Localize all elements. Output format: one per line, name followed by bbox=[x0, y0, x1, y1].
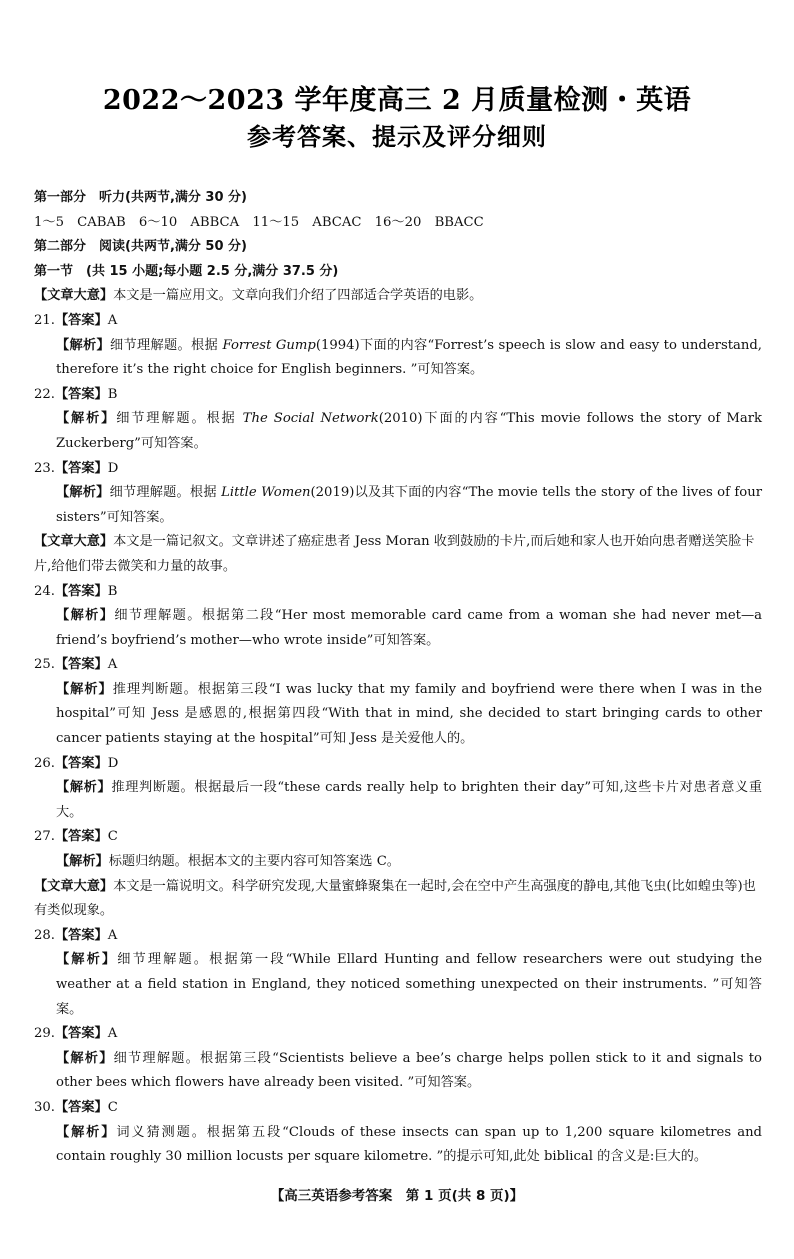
answer-value: A bbox=[107, 1026, 118, 1042]
answer-line bbox=[34, 383, 762, 408]
question-number: 26. bbox=[34, 755, 55, 771]
analysis-paragraph bbox=[34, 850, 762, 875]
answer-line bbox=[34, 1022, 762, 1047]
analysis-text: 细节理解题。根据 bbox=[110, 337, 223, 353]
answer-label: 【答案】 bbox=[54, 312, 108, 328]
analysis-paragraph bbox=[34, 678, 762, 752]
question-number: 24. bbox=[34, 583, 55, 599]
page-subtitle: 参考答案、提示及评分细则 bbox=[247, 122, 547, 151]
analysis-text: 推理判断题。根据第三段“I was lucky that my family and boyfriend were there when I was in the hospital”可知 Jess 是感恩的,根据第四段“With that in mind, she decided to start bringing cards to other cancer patients staying at the hospital”可知 Jess 是关爱他人的。 bbox=[56, 681, 763, 747]
question-number: 21. bbox=[34, 312, 55, 328]
answer-value: C bbox=[107, 829, 118, 845]
movie-title: The Social Network bbox=[242, 411, 379, 427]
analysis-text: 细节理解题。根据 bbox=[116, 411, 243, 427]
analysis-paragraph bbox=[34, 604, 762, 653]
answer-label: 【答案】 bbox=[54, 460, 108, 476]
analysis-paragraph bbox=[34, 334, 762, 383]
analysis-label: 【解析】 bbox=[56, 780, 112, 796]
analysis-label: 【解析】 bbox=[56, 681, 113, 697]
answer-value: A bbox=[107, 927, 118, 943]
answer-label: 【答案】 bbox=[54, 583, 108, 599]
answer-label: 【答案】 bbox=[54, 657, 108, 673]
analysis-text: 推理判断题。根据最后一段“these cards really help to brighten their day”可知,这些卡片对患者意义重大。 bbox=[56, 780, 763, 820]
summary-a bbox=[34, 284, 762, 309]
summary-text: 本文是一篇说明文。科学研究发现,大量蜜蜂聚集在一起时,会在空中产生高强度的静电,其他飞虫(比如蝗虫等)也有类似现象。 bbox=[34, 878, 756, 919]
page-title: 2022～2023 学年度高三 2 月质量检测・英语 bbox=[102, 85, 692, 116]
answer-label: 【答案】 bbox=[54, 829, 108, 845]
analysis-text: 细节理解题。根据第二段“Her most memorable card came from a woman she had never met—a friend’s boyfriend’s mother—who wrote inside”可知答案。 bbox=[56, 608, 762, 648]
answer-label: 【答案】 bbox=[54, 755, 108, 771]
movie-title: Forrest Gump bbox=[222, 337, 316, 353]
analysis-text: (2010)下面的内容“This movie follows the story of Mark Zuckerberg”可知答案。 bbox=[56, 411, 762, 451]
summary-c bbox=[34, 875, 762, 924]
answer-value: B bbox=[107, 386, 118, 402]
analysis-text: (2019)以及其下面的内容“The movie tells the story of the lives of four sisters”可知答案。 bbox=[56, 485, 762, 525]
analysis-text: 细节理解题。根据 bbox=[109, 485, 222, 501]
answer-label: 【答案】 bbox=[54, 1099, 108, 1115]
answer-value: A bbox=[107, 312, 118, 328]
analysis-label: 【解析】 bbox=[56, 952, 118, 968]
answer-value: D bbox=[107, 755, 119, 771]
analysis-text: 标题归纳题。根据本文的主要内容可知答案选 C。 bbox=[108, 854, 400, 870]
analysis-label: 【解析】 bbox=[56, 337, 110, 353]
analysis-label: 【解析】 bbox=[56, 1050, 114, 1066]
section1-heading: 第一节 (共 15 小题;每小题 2.5 分,满分 37.5 分) bbox=[34, 263, 339, 279]
analysis-paragraph bbox=[34, 1121, 762, 1170]
analysis-label: 【解析】 bbox=[56, 854, 109, 870]
answer-line bbox=[34, 1096, 762, 1121]
analysis-text: 词义猜测题。根据第五段“Clouds of these insects can span up to 1,200 square kilometres and contain roughly 30 million locusts per square kilometre. ”的提示可知,此处 biblical 的含义是:巨大的。 bbox=[56, 1124, 762, 1165]
question-number: 22. bbox=[34, 386, 55, 402]
summary-label: 【文章大意】 bbox=[34, 288, 114, 304]
analysis-label: 【解析】 bbox=[56, 1124, 117, 1140]
answer-line bbox=[34, 825, 762, 850]
answer-value: C bbox=[107, 1099, 118, 1115]
summary-label: 【文章大意】 bbox=[34, 534, 114, 550]
movie-title: Little Women bbox=[221, 485, 311, 501]
summary-label: 【文章大意】 bbox=[34, 878, 114, 894]
answer-value: B bbox=[107, 583, 118, 599]
question-number: 25. bbox=[34, 657, 55, 673]
answer-line bbox=[34, 309, 762, 334]
analysis-text: (1994)下面的内容“Forrest’s speech is slow and easy to understand, therefore it’s the right choice for English beginners. ”可知答案。 bbox=[56, 337, 762, 378]
part1-heading: 第一部分 听力(共两节,满分 30 分) bbox=[34, 190, 247, 205]
answer-content bbox=[34, 186, 762, 1170]
answer-line bbox=[34, 580, 762, 605]
answer-line bbox=[34, 924, 762, 949]
analysis-label: 【解析】 bbox=[56, 608, 115, 624]
answer-label: 【答案】 bbox=[54, 927, 108, 943]
analysis-paragraph bbox=[34, 481, 762, 530]
question-number: 29. bbox=[34, 1026, 55, 1042]
summary-text: 本文是一篇应用文。文章向我们介绍了四部适合学英语的电影。 bbox=[113, 288, 483, 304]
analysis-label: 【解析】 bbox=[56, 485, 110, 501]
analysis-paragraph bbox=[34, 407, 762, 456]
question-number: 28. bbox=[34, 927, 55, 943]
answer-line bbox=[34, 457, 762, 482]
analysis-paragraph bbox=[34, 948, 762, 1022]
part2-heading: 第二部分 阅读(共两节,满分 50 分) bbox=[34, 239, 247, 255]
summary-text: 本文是一篇记叙文。文章讲述了癌症患者 Jess Moran 收到鼓励的卡片,而后她和家人也开始向患者赠送笑脸卡片,给他们带去微笑和力量的故事。 bbox=[34, 534, 755, 574]
answer-line bbox=[34, 752, 762, 777]
analysis-text: 细节理解题。根据第一段“While Ellard Hunting and fellow researchers were out studying the weather at a field station in England, they noticed something unexpected on their instruments. ”可知答案。 bbox=[56, 952, 763, 1017]
summary-b bbox=[34, 530, 762, 579]
analysis-label: 【解析】 bbox=[56, 411, 117, 427]
analysis-paragraph bbox=[34, 776, 762, 825]
listening-answers: 1～5 CABAB 6～10 ABBCA 11～15 ABCAC 16～20 BBACC bbox=[34, 214, 484, 230]
answer-label: 【答案】 bbox=[54, 1026, 108, 1042]
question-number: 23. bbox=[34, 460, 55, 476]
analysis-paragraph bbox=[34, 1047, 762, 1096]
answer-label: 【答案】 bbox=[54, 386, 108, 402]
answer-line bbox=[34, 653, 762, 678]
analysis-text: 细节理解题。根据第三段“Scientists believe a bee’s charge helps pollen stick to it and signals to other bees which flowers have already been visited. ”可知答案。 bbox=[56, 1050, 763, 1091]
page-footer: 【高三英语参考答案 第 1 页(共 8 页)】 bbox=[270, 1188, 524, 1204]
answer-value: D bbox=[107, 460, 119, 476]
answer-value: A bbox=[107, 657, 118, 673]
question-number: 30. bbox=[34, 1099, 55, 1115]
question-number: 27. bbox=[34, 829, 55, 845]
